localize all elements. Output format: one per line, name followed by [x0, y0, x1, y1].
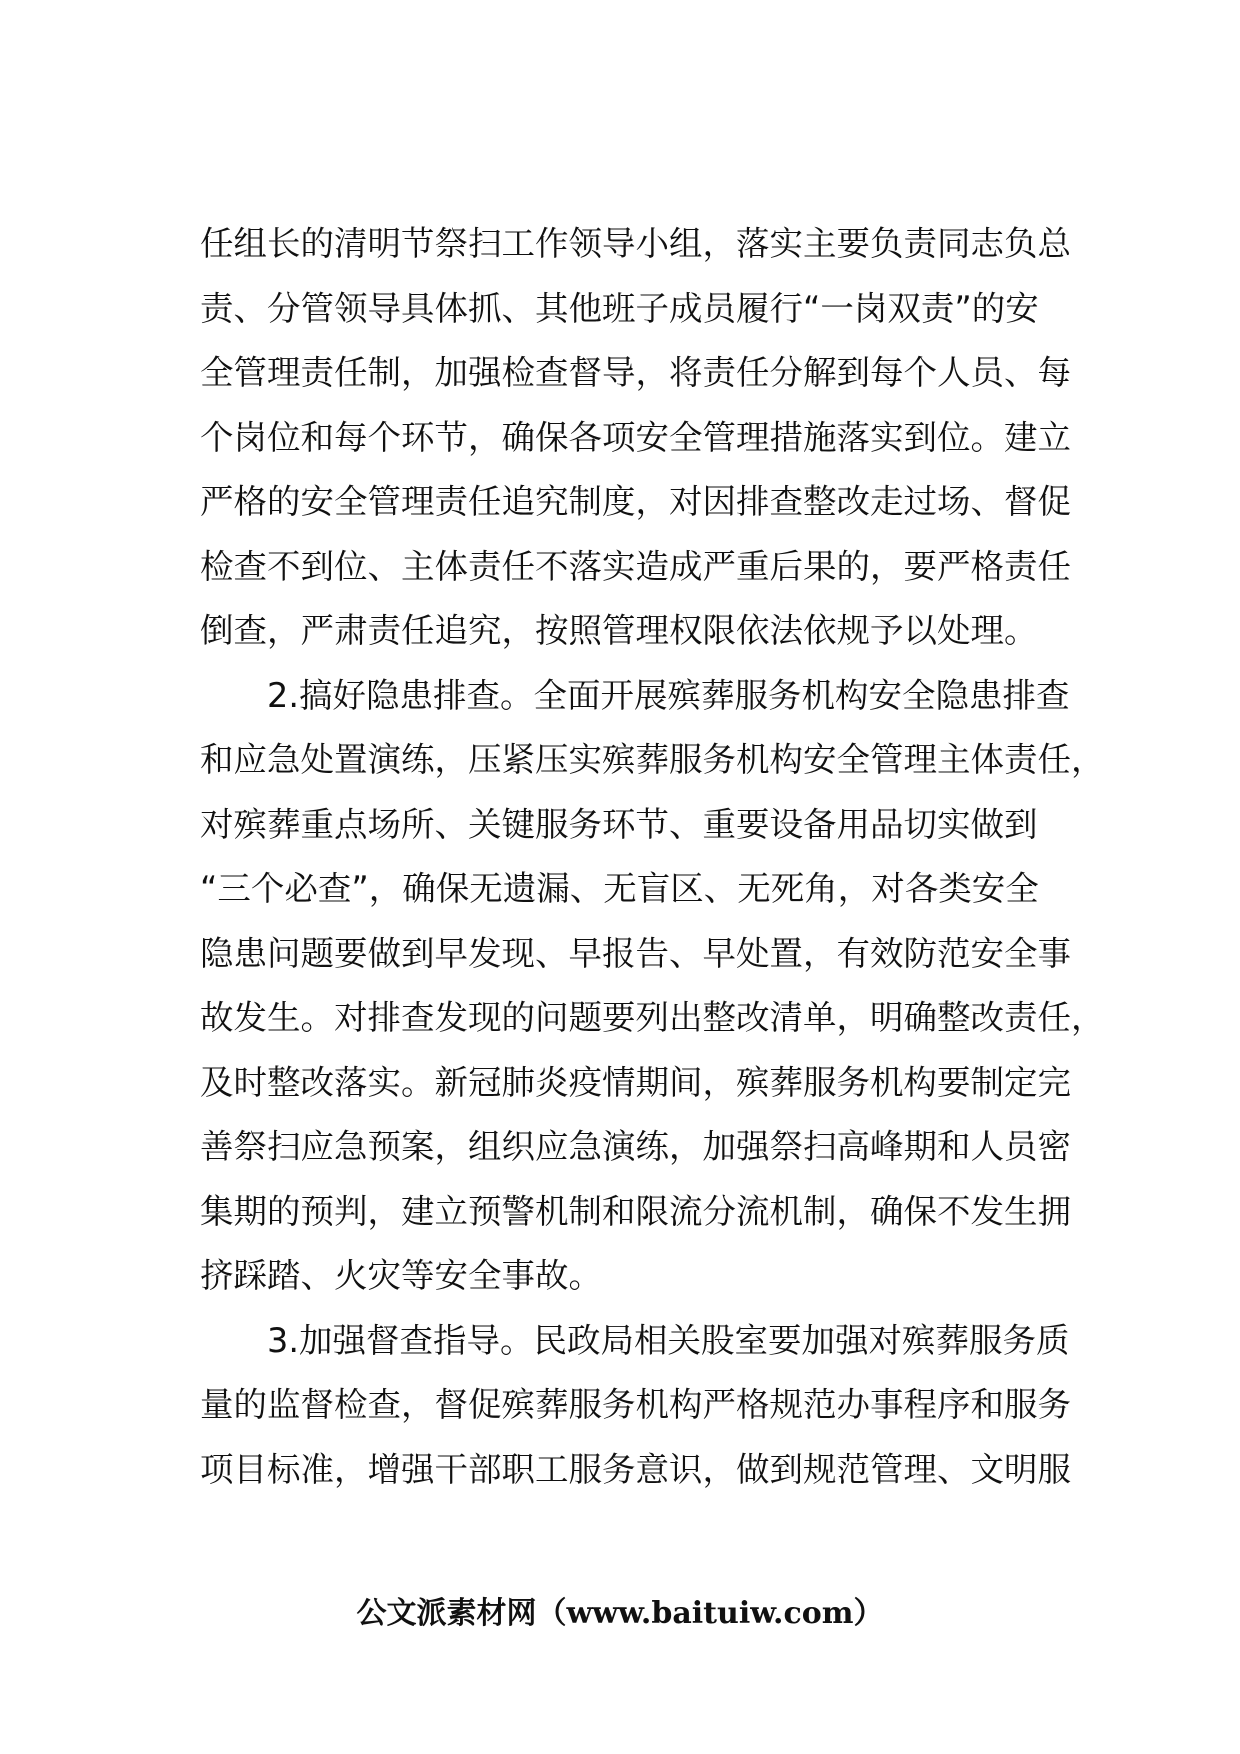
- text-line: 任组长的清明节祭扫工作领导小组，落实主要负责同志负总: [200, 224, 1071, 263]
- text-line: 倒查，严肃责任追究，按照管理权限依法依规予以处理。: [200, 611, 1038, 650]
- text-line: 对殡葬重点场所、关键服务环节、重要设备用品切实做到: [200, 804, 1038, 844]
- text-line: 故发生。对排查发现的问题要列出整改清单，明确整改责任，: [200, 998, 1105, 1037]
- text-line: 集期的预判，建立预警机制和限流分流机制，确保不发生拥: [200, 1191, 1071, 1231]
- text-line: 检查不到位、主体责任不落实造成严重后果的，要严格责任: [200, 546, 1071, 586]
- text-line: 量的监督检查，督促殡葬服务机构严格规范办事程序和服务: [200, 1385, 1071, 1424]
- paragraph-2-heading-line: 2.搞好隐患排查。全面开展殡葬服务机构安全隐患排查: [267, 675, 1070, 715]
- text-line: 项目标准，增强干部职工服务意识，做到规范管理、文明服: [200, 1449, 1071, 1489]
- text-line: 善祭扫应急预案，组织应急演练，加强祭扫高峰期和人员密: [200, 1127, 1071, 1166]
- paragraph-3-heading-line: 3.加强督查指导。民政局相关股室要加强对殡葬服务质: [267, 1320, 1070, 1360]
- text-line: “三个必查”，确保无遗漏、无盲区、无死角，对各类安全: [200, 869, 1039, 908]
- document-body: [200, 212, 1105, 1502]
- text-line: 全管理责任制，加强检查督导，将责任分解到每个人员、每: [200, 353, 1071, 392]
- text-line: 个岗位和每个环节，确保各项安全管理措施落实到位。建立: [200, 417, 1071, 457]
- text-line: 责、分管领导具体抓、其他班子成员履行“一岗双责”的安: [200, 288, 1039, 328]
- text-line: 及时整改落实。新冠肺炎疫情期间，殡葬服务机构要制定完: [200, 1062, 1071, 1102]
- text-line: 隐患问题要做到早发现、早报告、早处置，有效防范安全事: [200, 933, 1071, 973]
- text-line: 严格的安全管理责任追究制度，对因排查整改走过场、督促: [200, 482, 1071, 521]
- text-line: 和应急处置演练，压紧压实殡葬服务机构安全管理主体责任，: [200, 740, 1105, 779]
- text-line: 挤踩踏、火灾等安全事故。: [200, 1256, 602, 1295]
- footer-watermark: 公文派素材网（www.baituiw.com）: [356, 1596, 884, 1631]
